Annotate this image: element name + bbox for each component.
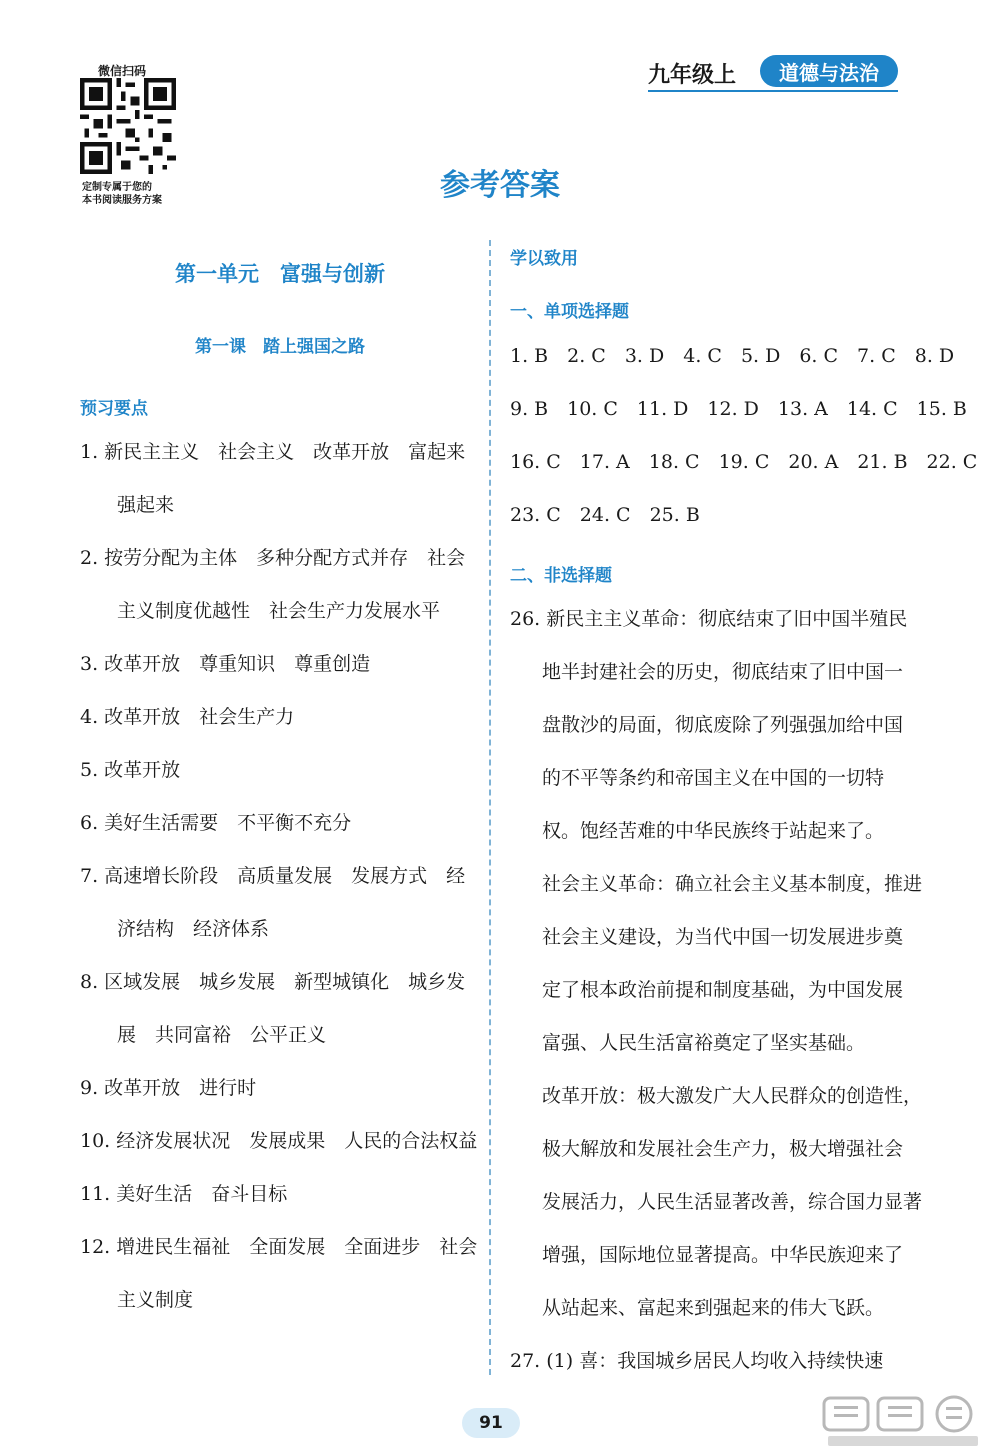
preview-answer-line: 1. 新民主主义 社会主义 改革开放 富起来	[80, 441, 466, 463]
multiple-choice-row: 16. C 17. A 18. C 19. C 20. A 21. B 22. C	[510, 451, 978, 473]
preview-answer-line: 6. 美好生活需要 不平衡不充分	[80, 812, 352, 834]
section-label-multiple-choice: 一、单项选择题	[510, 302, 629, 322]
answer-line: 社会主义建设，为当代中国一切发展进步奠	[542, 926, 904, 948]
preview-answer-line: 11. 美好生活 奋斗目标	[80, 1183, 288, 1205]
lesson-title: 第一课 踏上强国之路	[195, 337, 365, 357]
answer-line: 极大解放和发展社会生产力，极大增强社会	[542, 1138, 904, 1160]
answer-line: 定了根本政治前提和制度基础，为中国发展	[542, 979, 904, 1001]
preview-answer-line: 7. 高速增长阶段 高质量发展 发展方式 经	[80, 865, 466, 887]
section-label-practice: 学以致用	[510, 249, 578, 269]
page-title: 参考答案	[440, 168, 560, 203]
answer-line: 26. 新民主主义革命：彻底结束了旧中国半殖民	[510, 608, 908, 630]
preview-answer-line: 展 共同富裕 公平正义	[117, 1024, 327, 1046]
qr-top-caption: 微信扫码	[98, 64, 147, 78]
answer-line: 社会主义革命：确立社会主义基本制度，推进	[542, 873, 923, 895]
answer-line: 的不平等条约和帝国主义在中国的一切特	[542, 767, 885, 789]
answer-line: 盘散沙的局面，彻底废除了列强强加给中国	[542, 714, 904, 736]
preview-answer-line: 4. 改革开放 社会生产力	[80, 706, 295, 728]
unit-title: 第一单元 富强与创新	[175, 261, 385, 286]
multiple-choice-row: 9. B 10. C 11. D 12. D 13. A 14. C 15. B	[510, 398, 967, 420]
multiple-choice-answers	[510, 342, 978, 554]
preview-answer-line: 8. 区域发展 城乡发展 新型城镇化 城乡发	[80, 971, 466, 993]
answer-line: 改革开放：极大激发广大人民群众的创造性，	[542, 1085, 923, 1107]
preview-answer-list	[80, 438, 480, 1339]
preview-answer-line: 12. 增进民生福祉 全面发展 全面进步 社会	[80, 1236, 478, 1258]
answer-line: 权。饱经苦难的中华民族终于站起来了。	[542, 820, 885, 842]
qr-caption-line-1: 定制专属于您的	[82, 182, 152, 193]
multiple-choice-row: 23. C 24. C 25. B	[510, 504, 700, 526]
answer-line: 发展活力，人民生活显著改善，综合国力显著	[542, 1191, 923, 1213]
preview-answer-line: 9. 改革开放 进行时	[80, 1077, 257, 1099]
preview-answer-line: 2. 按劳分配为主体 多种分配方式并存 社会	[80, 547, 466, 569]
watermark-logo-icon	[818, 1392, 986, 1450]
answer-line: 富强、人民生活富裕奠定了坚实基础。	[542, 1032, 866, 1054]
multiple-choice-row: 1. B 2. C 3. D 4. C 5. D 6. C 7. C 8. D	[510, 345, 955, 367]
preview-answer-line: 主义制度优越性 社会生产力发展水平	[117, 600, 441, 622]
subject-badge: 道德与法治	[760, 55, 898, 87]
non-choice-answers	[510, 605, 923, 1400]
page-number: 91	[462, 1408, 520, 1438]
grade-label: 九年级上	[648, 62, 737, 88]
preview-answer-line: 主义制度	[117, 1289, 194, 1311]
preview-answer-line: 济结构 经济体系	[117, 918, 270, 940]
answer-line: 增强，国际地位显著提高。中华民族迎来了	[542, 1244, 904, 1266]
preview-answer-line: 5. 改革开放	[80, 759, 181, 781]
section-label-preview: 预习要点	[80, 399, 148, 419]
header-rule	[648, 90, 898, 92]
answer-line: 从站起来、富起来到强起来的伟大飞跃。	[542, 1297, 885, 1319]
answer-line: 27. (1) 喜：我国城乡居民人均收入持续快速	[510, 1350, 884, 1372]
column-divider	[489, 240, 491, 1375]
preview-answer-line: 强起来	[117, 494, 175, 516]
preview-answer-line: 3. 改革开放 尊重知识 尊重创造	[80, 653, 371, 675]
answer-line: 地半封建社会的历史，彻底结束了旧中国一	[542, 661, 904, 683]
preview-answer-line: 10. 经济发展状况 发展成果 人民的合法权益	[80, 1130, 478, 1152]
qr-caption-line-2: 本书阅读服务方案	[82, 195, 162, 206]
section-label-non-choice: 二、非选择题	[510, 566, 612, 586]
